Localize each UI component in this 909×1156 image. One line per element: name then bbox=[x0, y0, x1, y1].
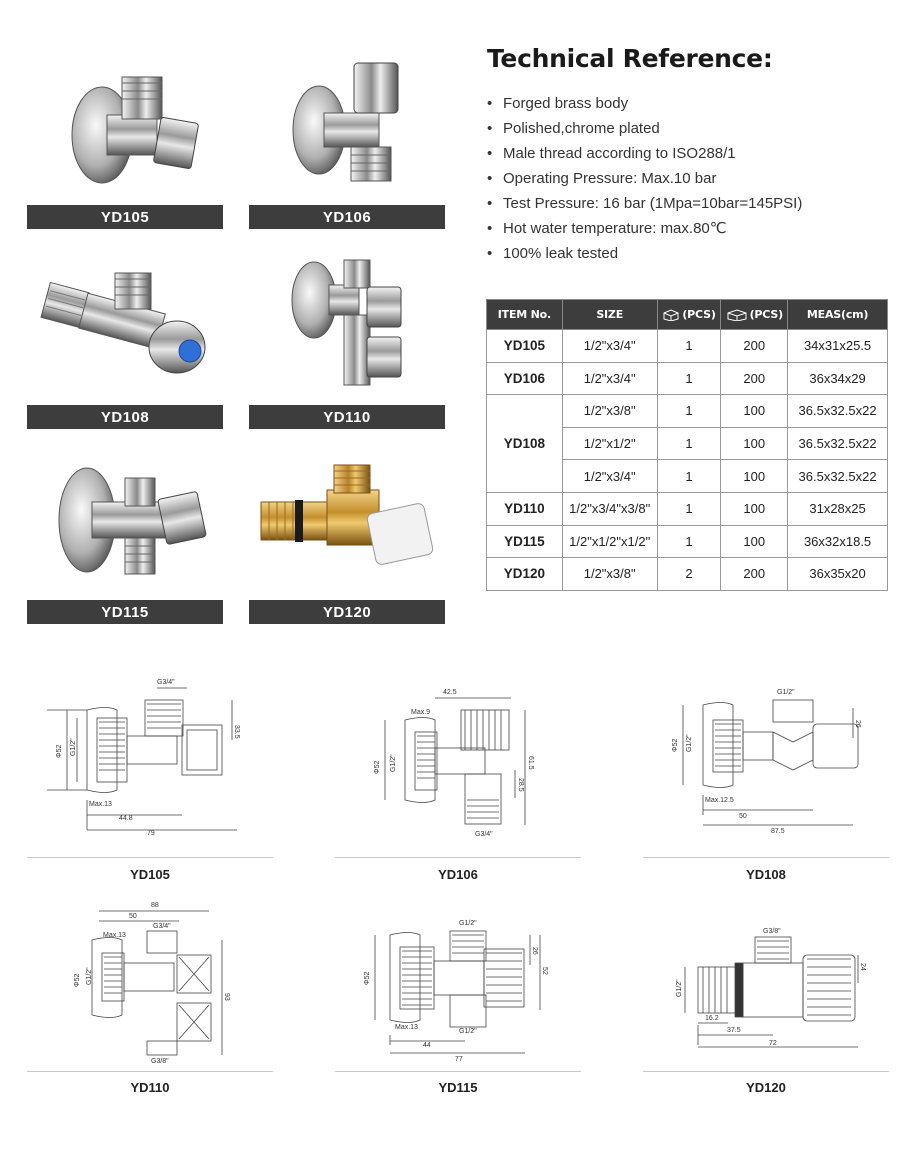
table-row bbox=[487, 330, 888, 363]
dim-label: G3/8" bbox=[151, 1058, 169, 1065]
dim-label: Max.9 bbox=[411, 709, 431, 716]
divider bbox=[27, 1071, 273, 1072]
divider bbox=[335, 857, 581, 858]
technical-reference bbox=[487, 44, 887, 266]
cell-outer: 100 bbox=[721, 427, 788, 460]
cell-size: 1/2"x1/2" bbox=[562, 427, 657, 460]
cell-item: YD106 bbox=[487, 362, 563, 395]
dim-label: G1/2" bbox=[70, 738, 77, 756]
cell-size: 1/2"x1/2"x1/2" bbox=[562, 525, 657, 558]
technical-reference-title: Technical Reference: bbox=[487, 44, 773, 73]
divider bbox=[27, 857, 273, 858]
drawing-caption-yd108 bbox=[643, 865, 889, 889]
cell-inner: 1 bbox=[657, 427, 721, 460]
dim-label: Φ52 bbox=[56, 744, 63, 758]
dim-label: 26 bbox=[854, 720, 861, 728]
cell-outer: 100 bbox=[721, 492, 788, 525]
cell-size: 1/2"x3/4" bbox=[562, 362, 657, 395]
product-card-yd120 bbox=[249, 450, 445, 624]
feature-item: • Forged brass body bbox=[487, 91, 887, 116]
dimension-labels bbox=[335, 670, 581, 860]
table-row bbox=[487, 362, 888, 395]
drawing-caption: YD105 bbox=[130, 867, 170, 882]
cell-meas: 36x35x20 bbox=[788, 558, 888, 591]
dim-label: 61.5 bbox=[527, 756, 534, 770]
dim-label: G3/4" bbox=[475, 831, 493, 838]
table-header-row bbox=[487, 300, 888, 330]
dim-label: G3/4" bbox=[153, 923, 171, 930]
divider bbox=[643, 1071, 889, 1072]
feature-item: • Test Pressure: 16 bar (1Mpa=10bar=145PSI) bbox=[487, 191, 887, 216]
dim-label: 28.5 bbox=[517, 778, 524, 792]
dimension-labels bbox=[643, 895, 889, 1075]
header-inner-pcs-label: (PCS) bbox=[682, 308, 716, 321]
cell-outer: 200 bbox=[721, 558, 788, 591]
cell-meas: 36.5x32.5x22 bbox=[788, 460, 888, 493]
header-size: SIZE bbox=[562, 300, 657, 330]
dimension-labels bbox=[335, 895, 581, 1075]
dim-label: Max.13 bbox=[395, 1024, 418, 1031]
header-meas: MEAS(cm) bbox=[788, 300, 888, 330]
cell-meas: 36.5x32.5x22 bbox=[788, 427, 888, 460]
product-card-yd105 bbox=[27, 55, 223, 229]
dim-label: 44 bbox=[423, 1042, 431, 1049]
drawing-yd110 bbox=[27, 895, 273, 1095]
dim-label: Max.13 bbox=[103, 932, 126, 939]
table-row bbox=[487, 395, 888, 428]
cell-inner: 1 bbox=[657, 362, 721, 395]
dim-label: 26 bbox=[531, 947, 538, 955]
dim-label: 37.5 bbox=[727, 1027, 741, 1034]
dim-label: 87.5 bbox=[771, 828, 785, 835]
product-card-yd106 bbox=[249, 55, 445, 229]
dim-label: G1/2" bbox=[686, 734, 693, 752]
header-item-no: ITEM No. bbox=[487, 300, 563, 330]
valve-photo bbox=[27, 450, 223, 600]
dim-label: 24 bbox=[859, 963, 866, 971]
feature-item: • Male thread according to ISO288/1 bbox=[487, 141, 887, 166]
drawing-yd106 bbox=[335, 670, 581, 870]
cell-item: YD120 bbox=[487, 558, 563, 591]
drawing-yd108 bbox=[643, 670, 889, 870]
product-label: YD105 bbox=[27, 205, 223, 229]
drawing-yd105 bbox=[27, 670, 273, 870]
dim-label: 50 bbox=[739, 813, 747, 820]
cell-meas: 36.5x32.5x22 bbox=[788, 395, 888, 428]
drawing-caption: YD120 bbox=[746, 1080, 786, 1095]
dim-label: G3/8" bbox=[763, 928, 781, 935]
product-card-yd115 bbox=[27, 450, 223, 624]
dim-label: 88 bbox=[151, 902, 159, 909]
dim-label: G1/2" bbox=[459, 920, 477, 927]
dim-label: 33.5 bbox=[233, 725, 240, 739]
dim-label: 44.8 bbox=[119, 815, 133, 822]
cell-size: 1/2"x3/8" bbox=[562, 558, 657, 591]
cell-outer: 200 bbox=[721, 362, 788, 395]
cell-outer: 100 bbox=[721, 395, 788, 428]
drawing-caption: YD110 bbox=[130, 1080, 170, 1095]
header-outer-pcs bbox=[721, 300, 788, 330]
header-outer-pcs-label: (PCS) bbox=[749, 308, 783, 321]
table-row bbox=[487, 558, 888, 591]
dim-label: 50 bbox=[129, 913, 137, 920]
valve-photo bbox=[27, 55, 223, 205]
drawing-caption-yd105 bbox=[27, 865, 273, 889]
dimension-labels bbox=[27, 895, 273, 1075]
drawing-yd120 bbox=[643, 895, 889, 1095]
dim-label: G1/2" bbox=[390, 754, 397, 772]
dim-label: Φ52 bbox=[364, 971, 371, 985]
cell-inner: 1 bbox=[657, 330, 721, 363]
cell-size: 1/2"x3/4" bbox=[562, 330, 657, 363]
dimension-labels bbox=[27, 670, 273, 860]
cell-item: YD110 bbox=[487, 492, 563, 525]
cell-inner: 1 bbox=[657, 525, 721, 558]
cell-item: YD105 bbox=[487, 330, 563, 363]
product-label: YD120 bbox=[249, 600, 445, 624]
cell-outer: 100 bbox=[721, 525, 788, 558]
dim-label: G1/2" bbox=[676, 979, 683, 997]
dim-label: 42.5 bbox=[443, 689, 457, 696]
feature-item: • Operating Pressure: Max.10 bar bbox=[487, 166, 887, 191]
cell-inner: 1 bbox=[657, 492, 721, 525]
feature-item: • Hot water temperature: max.80℃ bbox=[487, 216, 887, 241]
carton-box-icon bbox=[726, 309, 748, 321]
dim-label: 16.2 bbox=[705, 1015, 719, 1022]
dim-label: 79 bbox=[147, 830, 155, 837]
cell-item: YD115 bbox=[487, 525, 563, 558]
product-label: YD115 bbox=[27, 600, 223, 624]
cell-outer: 200 bbox=[721, 330, 788, 363]
valve-photo bbox=[249, 255, 445, 405]
valve-photo bbox=[27, 255, 223, 405]
product-label: YD106 bbox=[249, 205, 445, 229]
drawing-caption-yd120 bbox=[643, 1078, 889, 1102]
product-card-yd110 bbox=[249, 255, 445, 429]
drawing-caption-yd115 bbox=[335, 1078, 581, 1102]
spec-table bbox=[486, 299, 888, 591]
cell-meas: 36x32x18.5 bbox=[788, 525, 888, 558]
dim-label: G1/2" bbox=[777, 689, 795, 696]
cell-meas: 36x34x29 bbox=[788, 362, 888, 395]
product-label: YD108 bbox=[27, 405, 223, 429]
drawing-caption: YD108 bbox=[746, 867, 786, 882]
header-inner-pcs bbox=[657, 300, 721, 330]
feature-list bbox=[487, 91, 887, 266]
dim-label: 77 bbox=[455, 1056, 463, 1063]
cell-size: 1/2"x3/4" bbox=[562, 460, 657, 493]
cell-inner: 1 bbox=[657, 395, 721, 428]
dim-label: Φ52 bbox=[74, 973, 81, 987]
divider bbox=[643, 857, 889, 858]
cell-meas: 34x31x25.5 bbox=[788, 330, 888, 363]
cell-inner: 1 bbox=[657, 460, 721, 493]
feature-item: • Polished,chrome plated bbox=[487, 116, 887, 141]
dim-label: Φ52 bbox=[672, 738, 679, 752]
dim-label: G3/4" bbox=[157, 679, 175, 686]
dim-label: 52 bbox=[541, 967, 548, 975]
table-row bbox=[487, 525, 888, 558]
cell-outer: 100 bbox=[721, 460, 788, 493]
small-box-icon bbox=[662, 309, 680, 321]
drawing-yd115 bbox=[335, 895, 581, 1095]
product-label: YD110 bbox=[249, 405, 445, 429]
feature-item: • 100% leak tested bbox=[487, 241, 887, 266]
dim-label: 72 bbox=[769, 1040, 777, 1047]
cell-meas: 31x28x25 bbox=[788, 492, 888, 525]
cell-inner: 2 bbox=[657, 558, 721, 591]
dim-label: Max.12.5 bbox=[705, 797, 734, 804]
drawing-caption: YD115 bbox=[438, 1080, 478, 1095]
dim-label: Φ52 bbox=[374, 760, 381, 774]
product-card-yd108 bbox=[27, 255, 223, 429]
valve-photo bbox=[249, 450, 445, 600]
drawing-caption: YD106 bbox=[438, 867, 478, 882]
dim-label: Max.13 bbox=[89, 801, 112, 808]
dim-label: G1/2" bbox=[86, 967, 93, 985]
drawing-caption-yd106 bbox=[335, 865, 581, 889]
cell-size: 1/2"x3/8" bbox=[562, 395, 657, 428]
table-row bbox=[487, 492, 888, 525]
dimension-labels bbox=[643, 670, 889, 860]
cell-item: YD108 bbox=[487, 395, 563, 493]
dim-label: 93 bbox=[223, 993, 230, 1001]
valve-photo bbox=[249, 55, 445, 205]
dim-label: G1/2" bbox=[459, 1028, 477, 1035]
divider bbox=[335, 1071, 581, 1072]
drawing-caption-yd110 bbox=[27, 1078, 273, 1102]
cell-size: 1/2"x3/4"x3/8" bbox=[562, 492, 657, 525]
